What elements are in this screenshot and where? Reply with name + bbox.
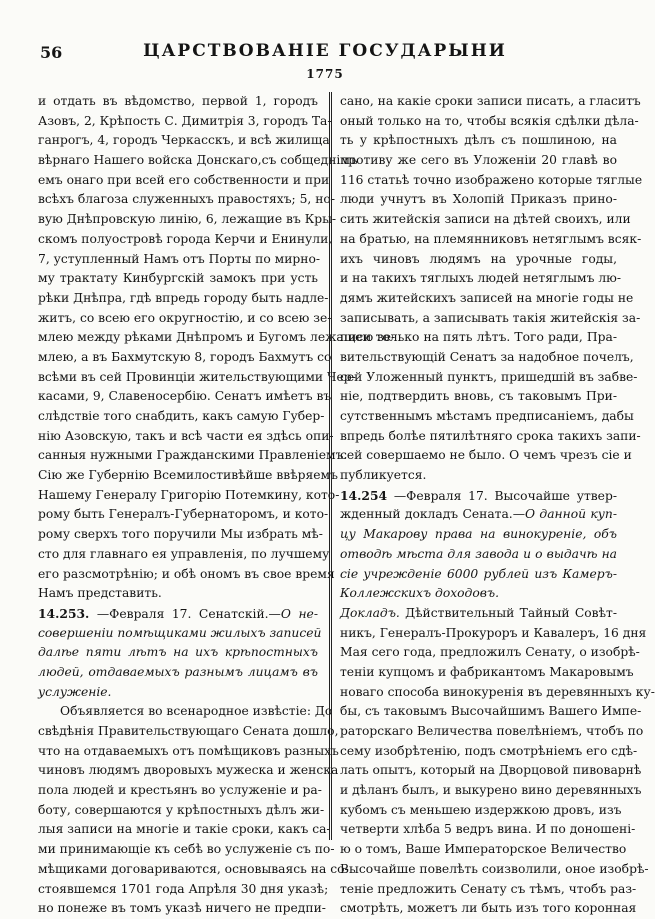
- right-column-text: [340, 92, 643, 486]
- column-divider: [329, 92, 332, 840]
- text-line: стоявшемся 1701 года Апрѣля 30 дня указѣ;: [38, 881, 329, 896]
- text-line: Сію же Губернію Всемилостивѣйше ввѣряемъ: [38, 468, 338, 483]
- text-line: Азовъ, 2, Крѣпость С. Димитрія 3, городъ Та-: [38, 113, 332, 128]
- running-title: ЦАРСТВОВАНІЕ ГОСУДАРЫНИ: [143, 41, 507, 61]
- text-line: записывать, а записывать такія житейскія за-: [340, 310, 641, 325]
- text-line: касами, 9, Славеносербію. Сенатъ имѣетъ въ: [38, 389, 332, 404]
- text-line: ихъ чиновъ людямъ на урочные годы,: [340, 251, 617, 266]
- text-line: и отдать въ вѣдомство, первой 1, городъ: [38, 94, 318, 108]
- text-line: кубомъ съ меньшею издержкою дровъ, изъ: [340, 802, 622, 817]
- text-line: противу же сего въ Уложеніи 20 главѣ во: [340, 153, 617, 168]
- text-line: цу Макарову права на винокуреніе, объ: [340, 527, 617, 542]
- text-line: и дѣланъ былъ, и выкурено вино деревянныхъ: [340, 783, 642, 798]
- year-heading: 1775: [306, 67, 344, 81]
- text-line: сто для главнаго ея управленія, по лучшему: [38, 546, 330, 561]
- text-line: услуженіе.: [38, 684, 112, 699]
- right-column: [340, 92, 655, 919]
- text-line: слѣдствіе того снабдить, какъ самую Губер-: [38, 409, 325, 423]
- text-line: лать опытъ, который на Дворцовой пивоварнѣ: [340, 763, 642, 778]
- text-line: Объявляется во всенародное извѣстіе: До: [60, 704, 333, 719]
- text-line: Мая сего года, предложилъ Сенату, о изобрѣ-: [340, 645, 640, 660]
- text-line: сіе учрежденіе 6000 рублей изъ Камеръ-: [340, 566, 617, 581]
- entry-14254-heading: 14.254 —Февраля 17. Высочайше утвер-: [340, 487, 617, 503]
- text-line: вительствующій Сенатъ за надобное почелъ,: [340, 349, 634, 364]
- text-line: дямъ житейскихъ записей на многіе годы не: [340, 290, 634, 305]
- text-line: свѣдѣнія Правительствующаго Сената дошло,: [38, 724, 339, 738]
- text-line: житъ, со всею его округностію, и со всею зе-: [38, 310, 332, 325]
- text-line: рѣки Днѣпра, гдѣ впредь городу быть надле-: [38, 290, 329, 305]
- text-line: его разсмотрѣнію; и обѣ ономъ въ свое время: [38, 566, 335, 581]
- text-line: боту, совершаются у крѣпостныхъ дѣлъ жи-: [38, 802, 325, 817]
- text-line: всѣми въ сей Провинціи жительствующими Чер-: [38, 369, 356, 384]
- text-line: лыя записи на многіе и такіе сроки, какъ са-: [38, 822, 331, 837]
- text-line: что на отдаваемыхъ отъ помѣщиковъ разныхъ: [38, 743, 339, 758]
- text-line: санныя нужными Гражданскими Правленіемъ.: [38, 448, 348, 463]
- text-line: Намъ представить.: [38, 586, 162, 601]
- text-line: никъ, Генералъ-Прокуроръ и Кавалеръ, 16 дня: [340, 625, 647, 640]
- text-line: но понеже въ томъ указѣ ничего не предпи-: [38, 901, 326, 916]
- text-line: 7, уступленный Намъ отъ Порты по мирно-: [38, 251, 321, 266]
- entry-14254-body-start: Докладъ. Дѣйствительный Тайный Совѣт-: [340, 605, 617, 620]
- text-line: людей, отдаваемыхъ разнымъ лицамъ въ: [38, 664, 318, 679]
- text-line: 116 статьѣ точно изображено которые тяглые: [340, 172, 643, 187]
- text-line: и на такихъ тяглыхъ людей нетяглымъ лю-: [340, 271, 622, 286]
- text-line: скомъ полуостровѣ города Керчи и Енинули,: [38, 231, 333, 246]
- entry-14253-body: [38, 702, 349, 919]
- text-line: вую Днѣпровскую линію, 6, лежащие въ Кры-: [38, 212, 337, 227]
- text-line: оный только на то, чтобы всякія сдѣлки дѣла-: [340, 113, 639, 128]
- text-line: чиновъ людямъ дворовыхъ мужеска и женска: [38, 763, 339, 778]
- text-line: теніи купцомъ и фабрикантомъ Макаровымъ: [340, 664, 634, 679]
- text-line: млею, а въ Бахмутскую 8, городъ Бахмутъ со: [38, 349, 332, 364]
- text-line: ганрогъ, 4, городъ Черкасскъ, и всѣ жилища: [38, 133, 330, 148]
- text-line: люди учнутъ въ Холопій Приказъ прино-: [340, 192, 617, 207]
- text-line: публикуется.: [340, 468, 427, 483]
- text-line: новаго способа винокуренія въ деревянныхъ ку-: [340, 684, 655, 699]
- text-line: сей совершаемо не было. О чемъ чрезъ сіе и: [340, 448, 632, 463]
- text-line: млею между рѣками Днѣпромъ и Бугомъ лежащею зе-: [38, 330, 396, 345]
- text-line: раторскаго Величества повелѣніемъ, чтобъ по: [340, 724, 644, 738]
- entry-14254-body: [340, 624, 655, 919]
- text-line: впредь болѣе пятилѣтняго срока такихъ запи-: [340, 428, 641, 443]
- text-line: всѣхъ благоза служенныхъ правостяхъ; 5, но-: [38, 192, 335, 207]
- entry-14254-title: [340, 525, 617, 604]
- text-line: емъ онаго при всей его собственности и при: [38, 172, 330, 187]
- text-line: мѣщиками договариваются, основываясь на со-: [38, 861, 349, 876]
- text-line: бы, съ таковымъ Высочайшимъ Вашего Импе-: [340, 704, 642, 719]
- text-line: Коллежскихъ доходовъ.: [340, 586, 500, 601]
- text-line: сутственнымъ мѣстамъ предписаніемъ, дабы: [340, 409, 634, 423]
- text-line: на братью, на племянниковъ нетяглымъ всяк-: [340, 231, 642, 246]
- text-line: вѣрнаго Нашего войска Донскаго,съ собщеднімъ: [38, 153, 358, 168]
- text-line: рому быть Генералъ-Губернаторомъ, и кото-: [38, 507, 329, 522]
- text-line: му трактату Кинбургскій замокъ при усть: [38, 271, 318, 286]
- entry-14253-heading: 14.253. —Февраля 17. Сенатскій.—О не-: [38, 605, 318, 621]
- text-line: ю о томъ, Ваше Императорское Величество: [340, 842, 627, 857]
- text-line: смотрѣть, можетъ ли быть изъ того коронная: [340, 901, 637, 916]
- text-line: сить житейскія записи на дѣтей своихъ, или: [340, 212, 631, 227]
- text-line: сей Уложенный пунктъ, пришедшій въ забве-: [340, 369, 638, 384]
- text-line: сему изобрѣтенію, подъ смотрѣніемъ его сдѣ-: [340, 743, 638, 758]
- text-line: отводѣ мѣста для завода и о выдачѣ на: [340, 546, 617, 561]
- text-line: сано, на какіе сроки записи писать, а гласитъ: [340, 94, 641, 108]
- text-line: ніе, подтвердить вновь, съ таковымъ При-: [340, 389, 617, 404]
- text-line: четверти хлѣба 5 ведръ вина. И по доношені-: [340, 822, 636, 837]
- text-line: писи только на пять лѣтъ. Того ради, Пра-: [340, 330, 617, 345]
- entry-14253-title: [38, 624, 322, 703]
- text-line: ми принимающіе къ себѣ во услуженіе съ по-: [38, 842, 335, 857]
- page-number: 56: [40, 43, 63, 62]
- text-line: совершеніи помѣщиками жилыхъ записей: [38, 625, 322, 640]
- text-line: ть у крѣпостныхъ дѣлъ съ пошлиною, на: [340, 133, 617, 148]
- entry-14254-heading-cont: жденный докладъ Сената.—О данной куп-: [340, 507, 617, 522]
- text-line: Нашему Генералу Григорію Потемкину, кото-: [38, 487, 340, 502]
- text-line: нію Азовскую, такъ и всѣ части ея здѣсь опи-: [38, 428, 334, 443]
- text-line: рому сверхъ того поручили Мы избрать мѣ-: [38, 527, 323, 542]
- text-line: теніе предложить Сенату съ тѣмъ, чтобъ раз-: [340, 881, 637, 896]
- text-line: пола людей и крестьянъ во услуженіе и ра-: [38, 783, 322, 798]
- text-line: Высочайше повелѣть соизволили, оное изобрѣ-: [340, 861, 649, 876]
- text-line: далѣе пяти лѣтъ на ихъ крѣпостныхъ: [38, 645, 318, 660]
